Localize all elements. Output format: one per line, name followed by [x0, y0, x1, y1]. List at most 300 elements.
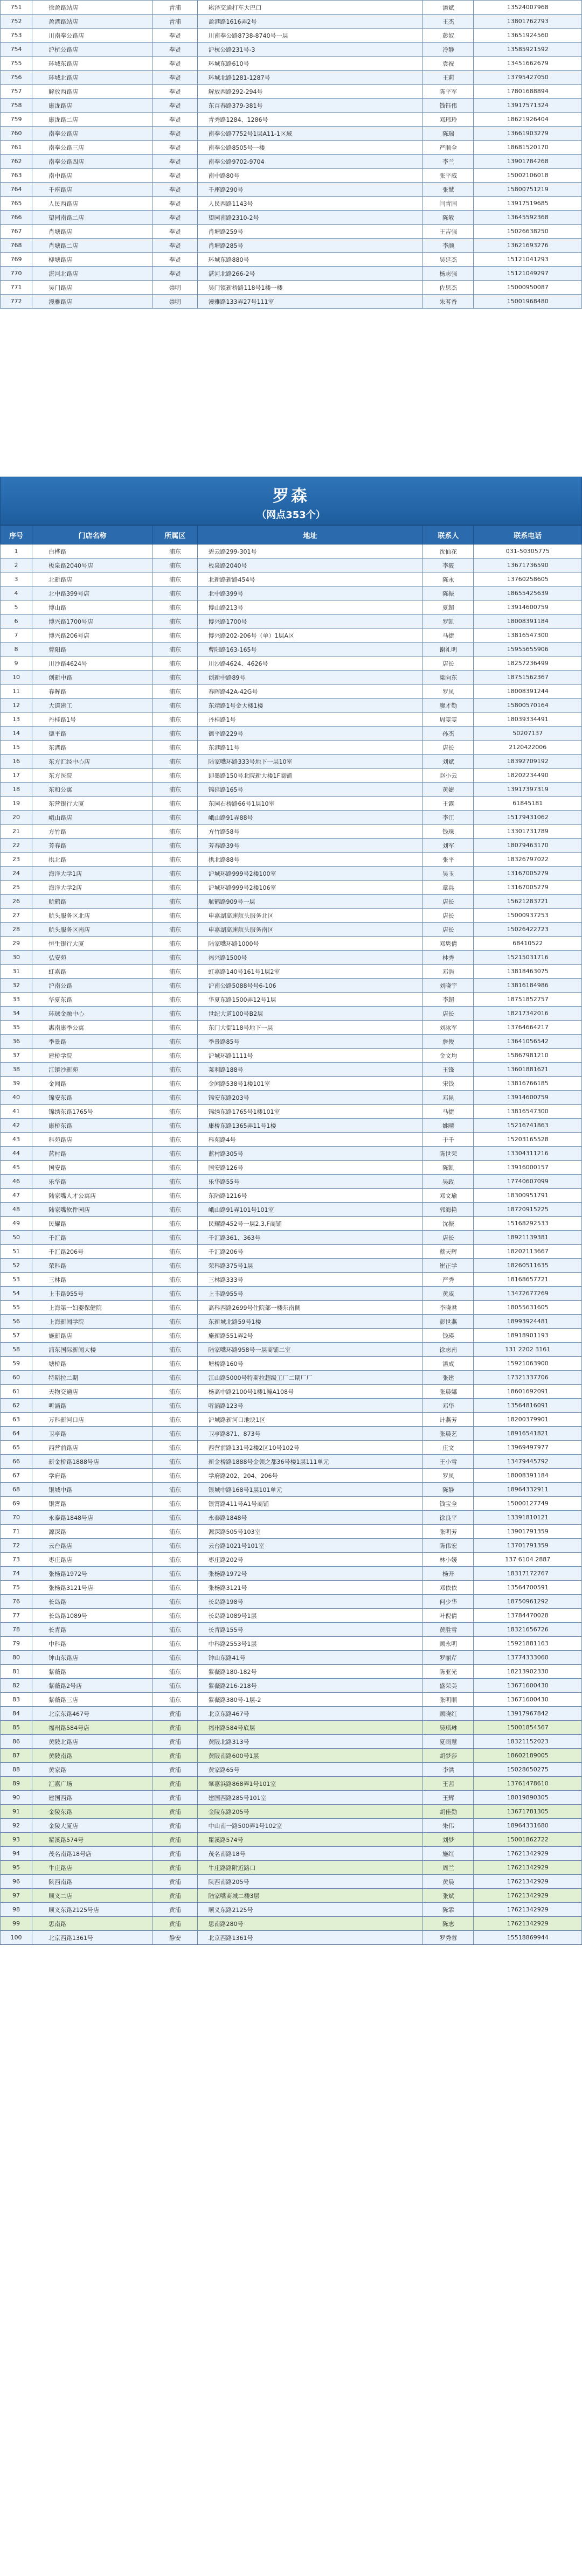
cell-store: 徐盈路站店 — [32, 1, 153, 15]
cell-district: 黄浦 — [153, 1721, 198, 1735]
table-row — [1, 99, 582, 113]
cell-address: 沪城环路999号2楼100室 — [197, 867, 423, 881]
cell-store: 峨山路店 — [32, 811, 153, 825]
cell-district: 黄浦 — [153, 1917, 198, 1931]
table-header-row — [1, 526, 582, 544]
table-row — [1, 727, 582, 741]
cell-seq: 43 — [1, 1133, 32, 1147]
cell-phone: 18655425639 — [474, 587, 582, 601]
cell-store: 北京西路1361号 — [32, 1931, 153, 1945]
cell-address: 虹嘉路140号161号1层2室 — [197, 965, 423, 979]
cell-district: 浦东 — [153, 1175, 198, 1189]
table-row — [1, 685, 582, 699]
cell-contact: 彭奴 — [423, 29, 474, 43]
table-row — [1, 1035, 582, 1049]
table-row — [1, 1273, 582, 1287]
brand-subtitle: （网点353个） — [257, 509, 325, 521]
cell-address: 施新路551弄2号 — [197, 1329, 423, 1343]
section-lawson — [0, 477, 582, 1945]
cell-phone: 15000937253 — [474, 909, 582, 923]
cell-contact: 邓隽倩 — [423, 937, 474, 951]
table-row — [1, 1567, 582, 1581]
cell-district: 浦东 — [153, 1091, 198, 1105]
cell-store: 银霄路 — [32, 1497, 153, 1511]
cell-seq: 36 — [1, 1035, 32, 1049]
cell-address: 蓝村路305号 — [197, 1147, 423, 1161]
cell-phone: 18918901193 — [474, 1329, 582, 1343]
cell-store: 弘安苑 — [32, 951, 153, 965]
cell-district: 静安 — [153, 1931, 198, 1945]
table-row — [1, 1175, 582, 1189]
cell-store: 漫雅路店 — [32, 295, 153, 309]
cell-district: 浦东 — [153, 993, 198, 1007]
cell-phone: 68410522 — [474, 937, 582, 951]
cell-contact: 吴延杰 — [423, 253, 474, 267]
cell-seq: 88 — [1, 1763, 32, 1777]
cell-phone: 13671600430 — [474, 1679, 582, 1693]
cell-district: 浦东 — [153, 1427, 198, 1441]
table-row — [1, 1581, 582, 1595]
cell-district: 奉贤 — [153, 29, 198, 43]
cell-address: 肖塘路259号 — [197, 225, 423, 239]
cell-store: 茂名南路18号店 — [32, 1847, 153, 1861]
cell-contact: 王锋 — [423, 1063, 474, 1077]
cell-district: 浦东 — [153, 1287, 198, 1301]
cell-seq: 17 — [1, 769, 32, 783]
cell-store: 东营银行大厦 — [32, 797, 153, 811]
cell-store: 环城北路店 — [32, 71, 153, 85]
table-row — [1, 155, 582, 169]
cell-seq: 57 — [1, 1329, 32, 1343]
table-row — [1, 1749, 582, 1763]
cell-seq: 2 — [1, 559, 32, 573]
cell-store: 乐华路 — [32, 1175, 153, 1189]
cell-store: 德平路 — [32, 727, 153, 741]
cell-phone: 031-50305775 — [474, 544, 582, 559]
cell-contact: 潘斌 — [423, 1, 474, 15]
cell-seq: 96 — [1, 1875, 32, 1889]
cell-phone: 13917519685 — [474, 197, 582, 211]
cell-address: 碧云路299-301号 — [197, 544, 423, 559]
cell-phone: 15000127749 — [474, 1497, 582, 1511]
cell-district: 浦东 — [153, 1497, 198, 1511]
cell-address: 峨山路91弄101号101室 — [197, 1203, 423, 1217]
cell-store: 万科新河口店 — [32, 1413, 153, 1427]
cell-address: 康桥东路1365弄11号1楼 — [197, 1119, 423, 1133]
cell-address: 春晖路42A-42G号 — [197, 685, 423, 699]
table-row — [1, 1245, 582, 1259]
cell-district: 浦东 — [153, 1133, 198, 1147]
cell-address: 思南路280号 — [197, 1917, 423, 1931]
cell-contact: 谢礼明 — [423, 643, 474, 657]
cell-store: 康泷路店 — [32, 99, 153, 113]
cell-phone: 18964331680 — [474, 1819, 582, 1833]
table-row — [1, 281, 582, 295]
table-row — [1, 979, 582, 993]
cell-phone: 17321337706 — [474, 1371, 582, 1385]
table-row — [1, 85, 582, 99]
cell-store: 盈港路站店 — [32, 15, 153, 29]
cell-store: 浦东国际新闻大楼 — [32, 1343, 153, 1357]
cell-seq: 100 — [1, 1931, 32, 1945]
cell-seq: 28 — [1, 923, 32, 937]
cell-phone: 18202234490 — [474, 769, 582, 783]
cell-address: 崧泽交通打车大巴口 — [197, 1, 423, 15]
cell-address: 紫薇路380号-1层-2 — [197, 1693, 423, 1707]
cell-seq: 78 — [1, 1623, 32, 1637]
cell-district: 浦东 — [153, 783, 198, 797]
cell-contact: 朱伟 — [423, 1819, 474, 1833]
cell-phone: 13816547300 — [474, 1105, 582, 1119]
cell-district: 浦东 — [153, 615, 198, 629]
cell-district: 浦东 — [153, 1567, 198, 1581]
cell-phone: 18751852757 — [474, 993, 582, 1007]
cell-phone: 15955655906 — [474, 643, 582, 657]
cell-phone: 18321152023 — [474, 1735, 582, 1749]
cell-seq: 772 — [1, 295, 32, 309]
cell-seq: 757 — [1, 85, 32, 99]
cell-contact: 邓玮玲 — [423, 113, 474, 127]
cell-address: 申嘉湖高速航头服务北区 — [197, 909, 423, 923]
table-row — [1, 1007, 582, 1021]
table-row — [1, 965, 582, 979]
table-row — [1, 1455, 582, 1469]
cell-district: 奉贤 — [153, 253, 198, 267]
cell-store: 肖塘路二店 — [32, 239, 153, 253]
cell-seq: 83 — [1, 1693, 32, 1707]
cell-contact: 刘斌 — [423, 755, 474, 769]
cell-district: 浦东 — [153, 1273, 198, 1287]
cell-phone: 13818463075 — [474, 965, 582, 979]
cell-phone: 15001968480 — [474, 295, 582, 309]
cell-phone: 13914600759 — [474, 1091, 582, 1105]
cell-store: 康泷路二店 — [32, 113, 153, 127]
cell-store: 钟山东路店 — [32, 1651, 153, 1665]
cell-contact: 张平 — [423, 853, 474, 867]
cell-district: 浦东 — [153, 699, 198, 713]
cell-address: 陕西南路205号 — [197, 1875, 423, 1889]
cell-phone: 13661903279 — [474, 127, 582, 141]
cell-address: 申嘉湖高速航头服务南区 — [197, 923, 423, 937]
cell-seq: 32 — [1, 979, 32, 993]
cell-seq: 74 — [1, 1567, 32, 1581]
cell-phone: 18008391184 — [474, 615, 582, 629]
cell-seq: 10 — [1, 671, 32, 685]
header-contact: 联系人 — [423, 526, 474, 544]
store-table-previous — [0, 0, 582, 309]
cell-address: 沪城路新河口地块1区 — [197, 1413, 423, 1427]
cell-district: 浦东 — [153, 1665, 198, 1679]
cell-seq: 90 — [1, 1791, 32, 1805]
cell-district: 浦东 — [153, 657, 198, 671]
cell-seq: 92 — [1, 1819, 32, 1833]
cell-address: 长岛路198号 — [197, 1595, 423, 1609]
cell-district: 浦东 — [153, 923, 198, 937]
cell-store: 华夏东路 — [32, 993, 153, 1007]
table-row — [1, 169, 582, 183]
header-phone: 联系电话 — [474, 526, 582, 544]
cell-address: 博山路213号 — [197, 601, 423, 615]
cell-address: 肇嘉浜路868弄1号101室 — [197, 1777, 423, 1791]
cell-seq: 771 — [1, 281, 32, 295]
cell-address: 瞿溪路574号 — [197, 1833, 423, 1847]
table-row — [1, 1077, 582, 1091]
table-row — [1, 1, 582, 15]
cell-seq: 27 — [1, 909, 32, 923]
cell-phone: 18300951791 — [474, 1189, 582, 1203]
table-row — [1, 1679, 582, 1693]
cell-address: 航鹤路909号一层 — [197, 895, 423, 909]
cell-contact: 邓依依 — [423, 1581, 474, 1595]
cell-phone: 18217342016 — [474, 1007, 582, 1021]
cell-seq: 769 — [1, 253, 32, 267]
cell-store: 顺义东路2125号店 — [32, 1903, 153, 1917]
cell-store: 东方汇经中心店 — [32, 755, 153, 769]
cell-store: 解放西路店 — [32, 85, 153, 99]
cell-contact: 陈亚光 — [423, 1665, 474, 1679]
cell-seq: 9 — [1, 657, 32, 671]
cell-address: 板泉路2040号 — [197, 559, 423, 573]
header-address: 地址 — [197, 526, 423, 544]
cell-store: 黄陂南路 — [32, 1749, 153, 1763]
cell-contact: 店长 — [423, 1007, 474, 1021]
cell-address: 黄陂南路600号1层 — [197, 1749, 423, 1763]
cell-phone: 13795427050 — [474, 71, 582, 85]
cell-contact: 夏超 — [423, 601, 474, 615]
cell-phone: 18601692091 — [474, 1385, 582, 1399]
table-row — [1, 1315, 582, 1329]
cell-phone: 18008391184 — [474, 1469, 582, 1483]
cell-address: 紫薇路180-182号 — [197, 1665, 423, 1679]
cell-district: 浦东 — [153, 1329, 198, 1343]
cell-address: 牛庄路路附近路口 — [197, 1861, 423, 1875]
cell-address: 即墨路150号北院新大楼1F商铺 — [197, 769, 423, 783]
table-row — [1, 629, 582, 643]
cell-district: 浦东 — [153, 643, 198, 657]
cell-contact: 蔡天辉 — [423, 1245, 474, 1259]
cell-seq: 754 — [1, 43, 32, 57]
cell-seq: 66 — [1, 1455, 32, 1469]
cell-contact: 朱茗香 — [423, 295, 474, 309]
cell-contact: 刘梦 — [423, 1833, 474, 1847]
cell-address: 东门大街118号地下一层 — [197, 1021, 423, 1035]
cell-seq: 15 — [1, 741, 32, 755]
cell-seq: 70 — [1, 1511, 32, 1525]
cell-district: 浦东 — [153, 1189, 198, 1203]
cell-district: 浦东 — [153, 825, 198, 839]
cell-store: 沪南公路 — [32, 979, 153, 993]
cell-store: 长岛路 — [32, 1595, 153, 1609]
cell-district: 奉贤 — [153, 155, 198, 169]
cell-contact: 吴政 — [423, 1175, 474, 1189]
cell-address: 盈港路1616弄2号 — [197, 15, 423, 29]
cell-store: 陆家嘴人才公寓店 — [32, 1189, 153, 1203]
brand-banner — [0, 477, 582, 525]
cell-store: 中科路 — [32, 1637, 153, 1651]
cell-district: 浦东 — [153, 741, 198, 755]
cell-contact: 吴琪琳 — [423, 1721, 474, 1735]
cell-phone: 18720915225 — [474, 1203, 582, 1217]
cell-store: 北京东路467号 — [32, 1707, 153, 1721]
cell-contact: 陈凯 — [423, 1161, 474, 1175]
cell-address: 上丰路955号 — [197, 1287, 423, 1301]
cell-phone: 13451662679 — [474, 57, 582, 71]
cell-store: 季景路 — [32, 1035, 153, 1049]
cell-store: 航头服务区南店 — [32, 923, 153, 937]
cell-phone: 13760258605 — [474, 573, 582, 587]
table-row — [1, 937, 582, 951]
cell-contact: 陈敏 — [423, 211, 474, 225]
table-row — [1, 1049, 582, 1063]
cell-district: 浦东 — [153, 1679, 198, 1693]
cell-phone: 17621342929 — [474, 1875, 582, 1889]
cell-store: 千汇路206号 — [32, 1245, 153, 1259]
cell-seq: 63 — [1, 1413, 32, 1427]
cell-contact: 崔正学 — [423, 1259, 474, 1273]
cell-contact: 沈仙花 — [423, 544, 474, 559]
cell-store: 塘桥路 — [32, 1357, 153, 1371]
cell-contact: 施红 — [423, 1847, 474, 1861]
cell-phone: 15800751219 — [474, 183, 582, 197]
cell-contact: 冷静 — [423, 43, 474, 57]
cell-seq: 18 — [1, 783, 32, 797]
table-row — [1, 1329, 582, 1343]
cell-phone: 13641056542 — [474, 1035, 582, 1049]
cell-address: 福州路584号底层 — [197, 1721, 423, 1735]
cell-store: 白桦路 — [32, 544, 153, 559]
cell-address: 陆家嘴环路1000号 — [197, 937, 423, 951]
table-row — [1, 1875, 582, 1889]
cell-district: 浦东 — [153, 881, 198, 895]
cell-seq: 29 — [1, 937, 32, 951]
cell-phone: 13301731789 — [474, 825, 582, 839]
cell-contact: 宋钱 — [423, 1077, 474, 1091]
cell-store: 思南路 — [32, 1917, 153, 1931]
cell-contact: 王露 — [423, 797, 474, 811]
cell-store: 柳塘路店 — [32, 253, 153, 267]
table-row — [1, 1441, 582, 1455]
cell-contact: 何少华 — [423, 1595, 474, 1609]
cell-address: 东园石桥路66号1层10室 — [197, 797, 423, 811]
cell-contact: 严顺全 — [423, 141, 474, 155]
cell-store: 施新路店 — [32, 1329, 153, 1343]
cell-store: 顺义二店 — [32, 1889, 153, 1903]
cell-contact: 赵小云 — [423, 769, 474, 783]
cell-contact: 张明顺 — [423, 1693, 474, 1707]
cell-address: 长青路155号 — [197, 1623, 423, 1637]
cell-address: 拱北路88号 — [197, 853, 423, 867]
cell-phone: 18751562367 — [474, 671, 582, 685]
table-row — [1, 615, 582, 629]
cell-district: 奉贤 — [153, 57, 198, 71]
cell-phone: 18317172767 — [474, 1567, 582, 1581]
table-row — [1, 587, 582, 601]
cell-contact: 陈振 — [423, 587, 474, 601]
cell-store: 黄家路 — [32, 1763, 153, 1777]
cell-district: 浦东 — [153, 1105, 198, 1119]
cell-phone: 13651924560 — [474, 29, 582, 43]
cell-address: 陆家嘴环路333号地下一层10室 — [197, 755, 423, 769]
cell-district: 黄浦 — [153, 1819, 198, 1833]
cell-address: 曹阳路163-165号 — [197, 643, 423, 657]
header-store: 门店名称 — [32, 526, 153, 544]
cell-contact: 王茜 — [423, 1777, 474, 1791]
cell-address: 建国西路285号101室 — [197, 1791, 423, 1805]
table-row — [1, 1427, 582, 1441]
cell-store: 长青路 — [32, 1623, 153, 1637]
cell-seq: 67 — [1, 1469, 32, 1483]
cell-address: 银城中路168号1层101单元 — [197, 1483, 423, 1497]
cell-district: 奉贤 — [153, 239, 198, 253]
cell-seq: 46 — [1, 1175, 32, 1189]
cell-district: 浦东 — [153, 797, 198, 811]
cell-store: 瞿溪路574号 — [32, 1833, 153, 1847]
cell-address: 川沙路4624、4626号 — [197, 657, 423, 671]
table-row — [1, 1539, 582, 1553]
cell-contact: 沈振 — [423, 1217, 474, 1231]
cell-phone: 61845181 — [474, 797, 582, 811]
table-row — [1, 1665, 582, 1679]
cell-address: 黄陂北路313号 — [197, 1735, 423, 1749]
cell-contact: 邓昆 — [423, 1091, 474, 1105]
cell-district: 浦东 — [153, 629, 198, 643]
table-row — [1, 1189, 582, 1203]
cell-store: 黄陂北路店 — [32, 1735, 153, 1749]
table-row — [1, 1497, 582, 1511]
cell-address: 南奉公路8505号一楼 — [197, 141, 423, 155]
cell-phone: 13761478610 — [474, 1777, 582, 1791]
cell-contact: 林秀 — [423, 951, 474, 965]
cell-district: 浦东 — [153, 559, 198, 573]
cell-district: 浦东 — [153, 1413, 198, 1427]
cell-contact: 佐思杰 — [423, 281, 474, 295]
cell-contact: 店长 — [423, 895, 474, 909]
table-row — [1, 1735, 582, 1749]
cell-phone: 13917967842 — [474, 1707, 582, 1721]
cell-store: 上海第一妇婴保健院 — [32, 1301, 153, 1315]
cell-contact: 黄威 — [423, 1287, 474, 1301]
cell-address: 沪城环路1111号 — [197, 1049, 423, 1063]
cell-district: 奉贤 — [153, 197, 198, 211]
table-row — [1, 1833, 582, 1847]
cell-store: 学府路 — [32, 1469, 153, 1483]
cell-contact: 陈永 — [423, 573, 474, 587]
cell-contact: 王杰 — [423, 15, 474, 29]
cell-store: 陕西南路 — [32, 1875, 153, 1889]
cell-phone: 13564700591 — [474, 1581, 582, 1595]
cell-phone: 18055631605 — [474, 1301, 582, 1315]
cell-seq: 41 — [1, 1105, 32, 1119]
cell-phone: 18008391244 — [474, 685, 582, 699]
cell-seq: 30 — [1, 951, 32, 965]
cell-district: 浦东 — [153, 1231, 198, 1245]
cell-district: 浦东 — [153, 1063, 198, 1077]
cell-district: 黄浦 — [153, 1889, 198, 1903]
cell-contact: 金文均 — [423, 1049, 474, 1063]
table-row — [1, 267, 582, 281]
cell-district: 浦东 — [153, 895, 198, 909]
cell-store: 云台路店 — [32, 1539, 153, 1553]
cell-store: 板泉路2040号店 — [32, 559, 153, 573]
cell-district: 浦东 — [153, 1259, 198, 1273]
cell-store: 长岛路1089号 — [32, 1609, 153, 1623]
cell-store: 紫薇路2号店 — [32, 1679, 153, 1693]
cell-store: 上海新闻学院 — [32, 1315, 153, 1329]
cell-phone: 13774333060 — [474, 1651, 582, 1665]
cell-contact: 陈霏 — [423, 1903, 474, 1917]
cell-seq: 38 — [1, 1063, 32, 1077]
cell-phone: 15001854567 — [474, 1721, 582, 1735]
